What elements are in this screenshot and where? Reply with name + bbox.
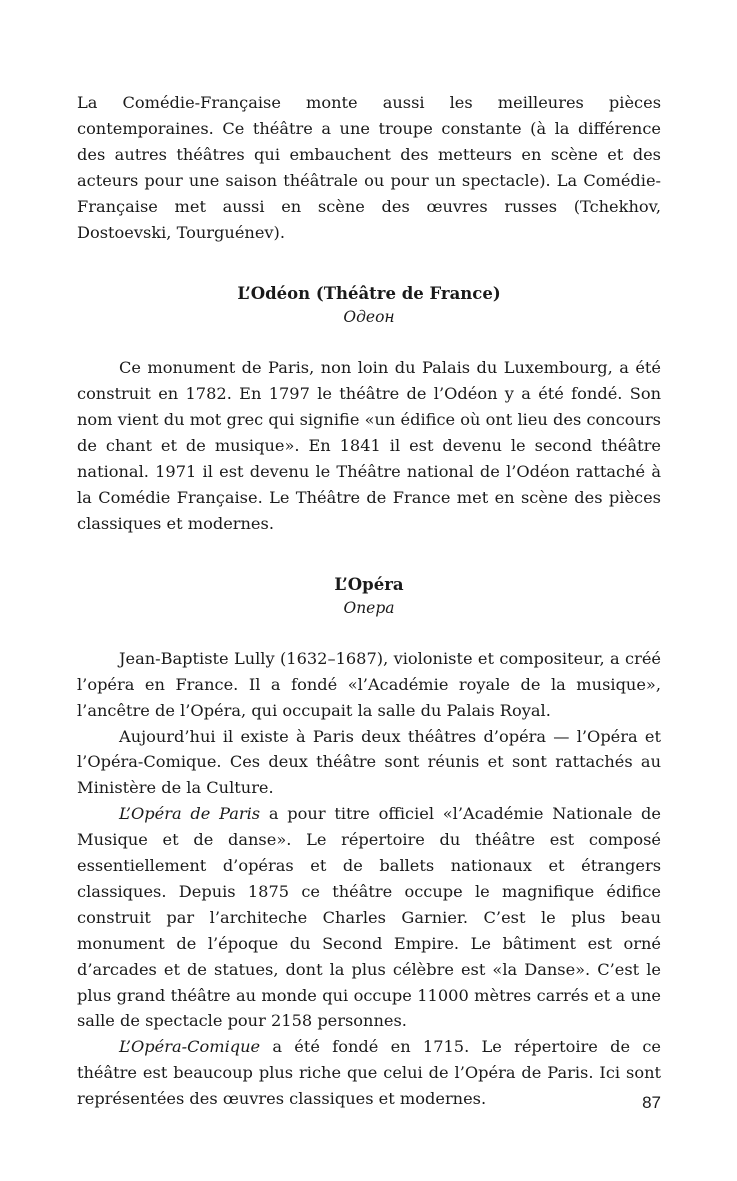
opera-paragraph-1: Jean-Baptiste Lully (1632–1687), violoniste et compositeur, a créé l’opéra en France. Il a fondé «l’Académie royale de la musique», l’ancêtre de l’Opéra, qui occupait la salle du Palais Royal. [77,648,661,720]
odeon-paragraph: Ce monument de Paris, non loin du Palais du Luxembourg, a été construit en 1782. En 1797 le théâtre de l’Odéon y a été fondé. Son nom vient du mot grec qui signifie «un édifice où ont lieu des concours de chant et de musique». En 1841 il est devenu le second théâtre national. 1971 il est devenu le Théâtre national de l’Odéon rattaché à la Comédie Française. Le Théâtre de France met en scène des pièces classiques et modernes. [77,358,661,533]
opera-paragraph-4 [77,1034,661,1112]
intro-paragraph: La Comédie-Française monte aussi les meilleures pièces contemporaines. Ce théâtre a une troupe constante (à la différence des autres théâtres qui embauchent des metteurs en scène et des acteurs pour une saison théâtrale ou pour un spectacle). La Comédie-Française met aussi en scène des œuvres russes (Tchekhov, Dostoevski, Tourguénev). [77,93,661,242]
opera-comique-name: L’Opéra-Comique [119,1037,261,1057]
opera-paragraph-3 [77,801,661,1034]
opera-subtitle: Опера [343,598,395,617]
opera-title: L’Opéra [334,574,404,594]
odeon-subtitle: Одеон [343,308,395,327]
page-content [77,90,661,1112]
odeon-title: L’Odéon (Théâtre de France) [237,284,501,304]
opera-paragraph-3-text: a pour titre officiel «l’Académie Nationale de Musique et de danse». Le répertoire du théâtre est composé essentiellement d’opéras et de ballets nationaux et étrangers classiques. Depuis 1875 ce théâtre occupe le magnifique édifice construit par l’architeche Charles Garnier. C’est le plus beau monument de l’époque du Second Empire. Le bâtiment est orné d’arcades et de statues, dont la plus célèbre est «la Danse». C’est le plus grand théâtre au monde qui occupe 11000 mètres carrés et a une salle de spectacle pour 2158 personnes. [77,804,661,1031]
opera-paragraph-2: Aujourd’hui il existe à Paris deux théâtres d’opéra — l’Opéra et l’Opéra-Comique. Ces deux théâtre sont réunis et sont rattachés au Ministère de la Culture. [77,726,661,798]
opera-paragraph-4-text: a été fondé en 1715. Le répertoire de ce théâtre est beaucoup plus riche que celui de l’Opéra de Paris. Ici sont représentées des œuvres classiques et modernes. [77,1037,661,1109]
page-number: 87 [642,1093,661,1112]
opera-de-paris-name: L’Opéra de Paris [119,804,261,824]
